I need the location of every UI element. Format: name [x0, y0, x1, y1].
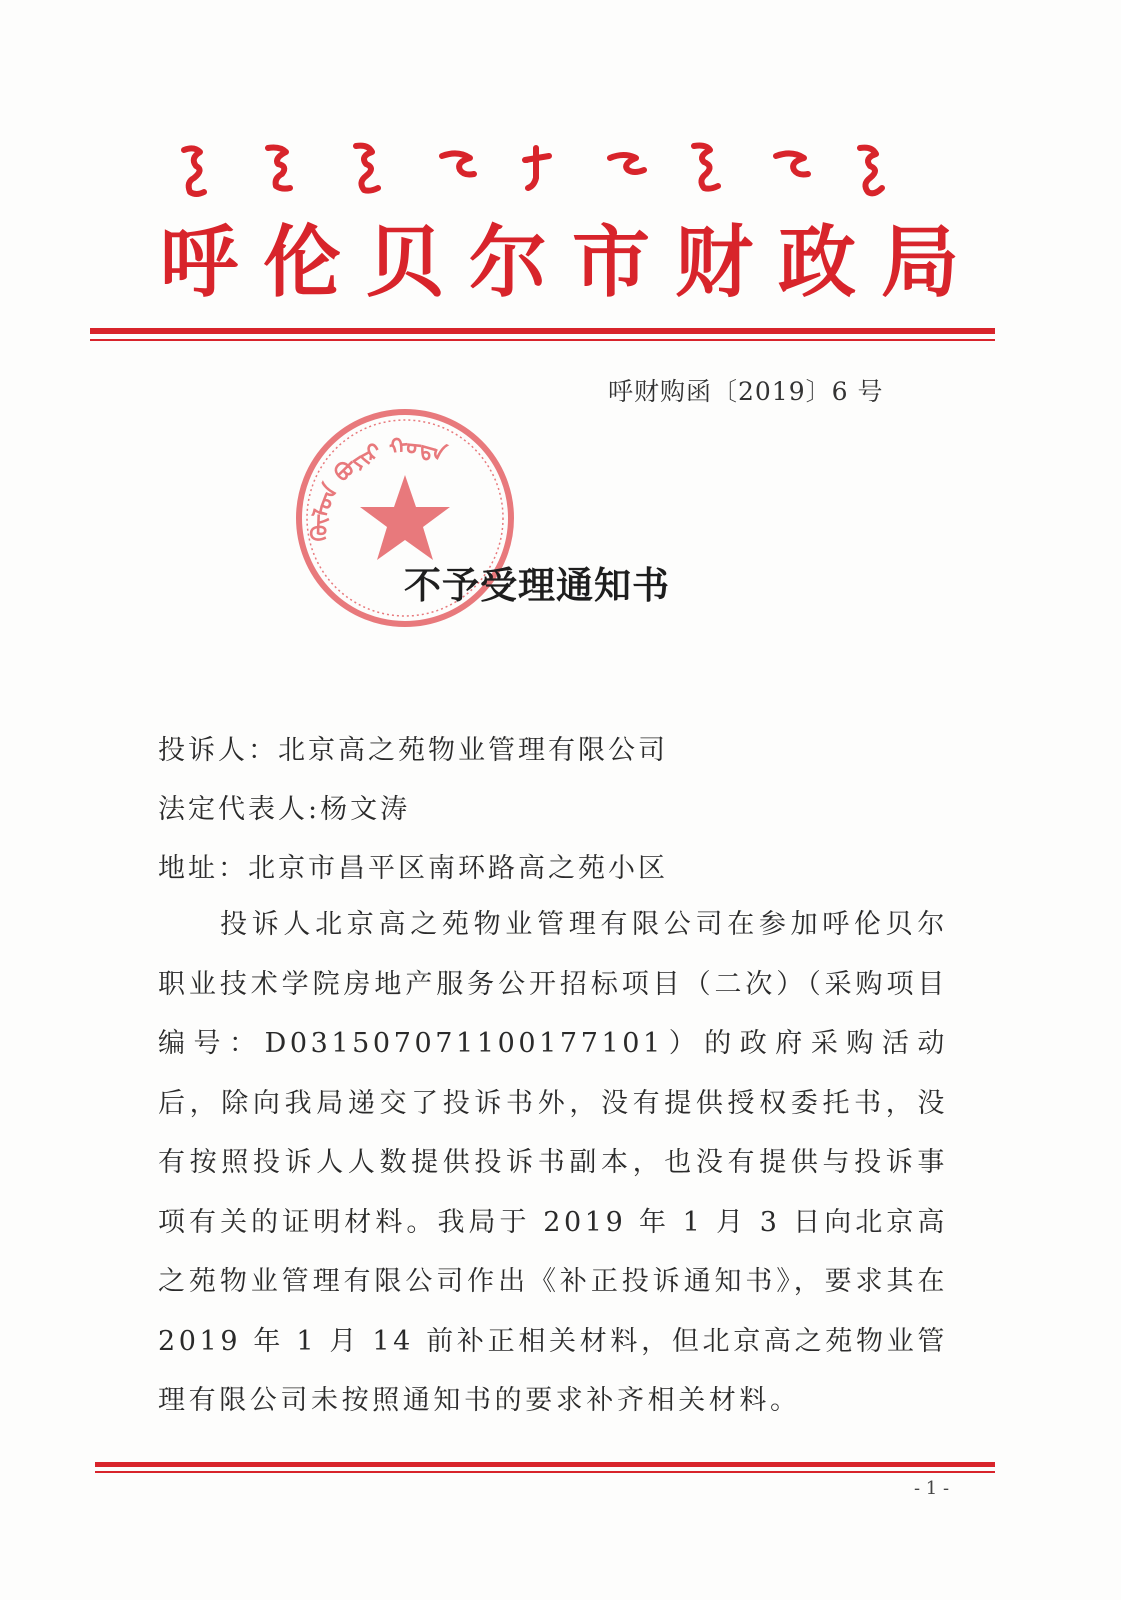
footer-divider-thick	[95, 1462, 995, 1467]
header-divider-thick	[90, 328, 995, 334]
footer-divider-thin	[95, 1471, 995, 1473]
mongolian-script-line	[170, 140, 900, 200]
complainant-field: 投诉人：北京高之苑物业管理有限公司	[158, 735, 668, 766]
issuer-name: 呼伦贝尔市财政局	[160, 218, 985, 308]
legal-representative-field: 法定代表人:杨文涛	[158, 794, 411, 825]
document-number: 呼财购函〔2019〕6 号	[608, 377, 884, 406]
address-field: 地址：北京市昌平区南环路高之苑小区	[158, 853, 668, 884]
svg-text:ᠬᠥᠯᠦᠨ ᠪᠤᠶᠢᠷ ᠬᠣᠲᠠ: ᠬᠥᠯᠦᠨ ᠪᠤᠶᠢᠷ ᠬᠣᠲᠠ	[307, 434, 449, 542]
header-divider-thin	[90, 339, 995, 341]
body-paragraph: 投诉人北京高之苑物业管理有限公司在参加呼伦贝尔职业技术学院房地产服务公开招标项目（二次）（采购项目编号：D031507071100177101）的政府采购活动后，除向我局递交了投诉书外，没有提供授权委托书，没有按照投诉人人数提供投诉书副本，也没有提供与投诉事项有关的证明材料。我局于 2019 年 1 月 3 日向北京高之苑物业管理有限公司作出《补正投诉通知书》，要求其在 2019 年 1 月 14 前补正相关材料，但北京高之苑物业管理有限公司未按照通知书的要求补齐相关材料。	[158, 909, 948, 1416]
page-number: - 1 -	[914, 1478, 950, 1499]
document-title: 不予受理通知书	[404, 564, 670, 607]
